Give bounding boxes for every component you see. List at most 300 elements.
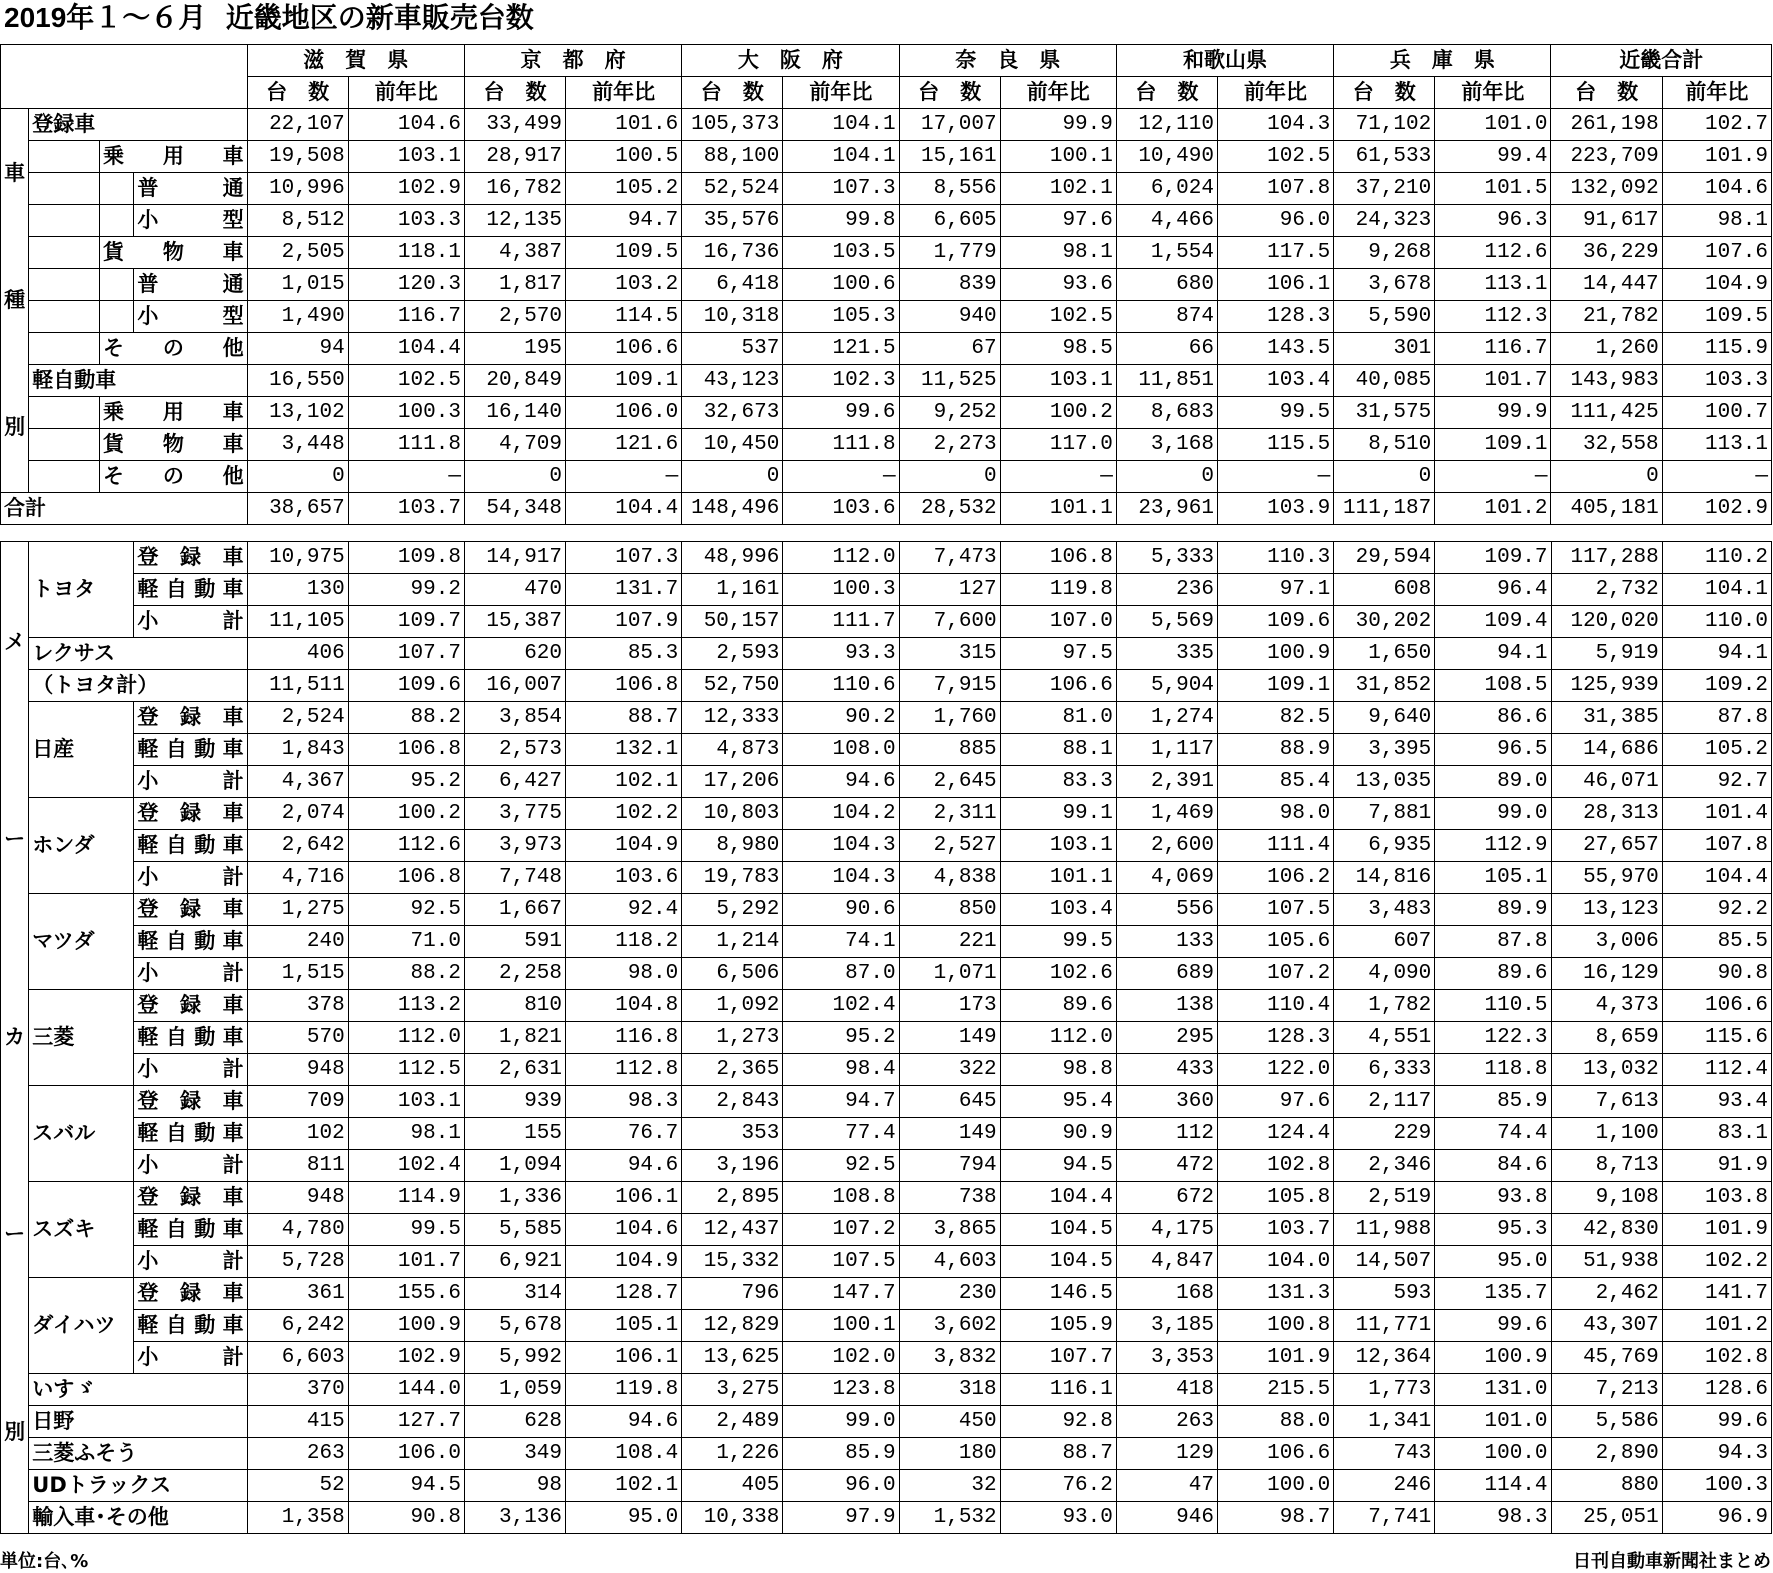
cell-ratio: 103.3 <box>1662 365 1771 397</box>
row-sublabel: 登 録 車 <box>134 894 247 926</box>
cell-count: 3,865 <box>899 1214 1000 1246</box>
cell-ratio: 103.7 <box>348 493 464 525</box>
cell-ratio: 94.1 <box>1662 638 1771 670</box>
cell-count: 3,602 <box>899 1310 1000 1342</box>
cell-ratio: 99.6 <box>1662 1406 1771 1438</box>
cell-ratio: 115.5 <box>1217 429 1333 461</box>
header-prefecture: 滋 賀 県 <box>247 45 464 77</box>
cell-ratio: 107.0 <box>1000 606 1116 638</box>
indent-cell <box>100 269 134 301</box>
cell-count: 32 <box>899 1470 1000 1502</box>
cell-count: 17,206 <box>682 766 783 798</box>
cell-ratio: 106.1 <box>566 1342 682 1374</box>
cell-ratio: 106.0 <box>348 1438 464 1470</box>
cell-count: 405 <box>682 1470 783 1502</box>
cell-count: 5,919 <box>1551 638 1662 670</box>
cell-count: 3,854 <box>464 702 565 734</box>
cell-ratio: 106.8 <box>1000 542 1116 574</box>
cell-ratio: 109.5 <box>1662 301 1771 333</box>
cell-count: 608 <box>1334 574 1435 606</box>
cell-ratio: 123.8 <box>783 1374 899 1406</box>
source-note: 日刊自動車新聞社まとめ <box>1573 1551 1771 1572</box>
cell-count: 10,996 <box>247 173 348 205</box>
cell-ratio: 100.9 <box>348 1310 464 1342</box>
cell-count: 1,469 <box>1116 798 1217 830</box>
cell-ratio: 112.8 <box>566 1054 682 1086</box>
row-label: 小 型 <box>134 301 247 333</box>
cell-count: 1,821 <box>464 1022 565 1054</box>
cell-ratio: ― <box>348 461 464 493</box>
cell-ratio: 98.1 <box>348 1118 464 1150</box>
cell-ratio: 103.5 <box>783 237 899 269</box>
cell-ratio: 112.0 <box>783 542 899 574</box>
row-sublabel: 軽自動車 <box>134 830 247 862</box>
cell-ratio: 113.1 <box>1435 269 1551 301</box>
cell-count: 112 <box>1116 1118 1217 1150</box>
cell-count: 10,803 <box>682 798 783 830</box>
indent-cell <box>29 397 100 429</box>
cell-count: 0 <box>1551 461 1662 493</box>
cell-ratio: 107.5 <box>783 1246 899 1278</box>
indent-cell <box>29 173 100 205</box>
row-label: そ の 他 <box>100 461 248 493</box>
cell-ratio: 104.9 <box>566 1246 682 1278</box>
table-row <box>1 1502 1772 1534</box>
table-row <box>1 830 1772 862</box>
cell-ratio: 100.3 <box>783 574 899 606</box>
cell-count: 3,168 <box>1116 429 1217 461</box>
cell-count: 16,782 <box>464 173 565 205</box>
cell-count: 4,847 <box>1116 1246 1217 1278</box>
cell-ratio: 111.8 <box>783 429 899 461</box>
cell-count: 24,323 <box>1334 205 1435 237</box>
cell-count: 880 <box>1551 1470 1662 1502</box>
table-row <box>1 1086 1772 1118</box>
cell-count: 40,085 <box>1334 365 1435 397</box>
cell-ratio: 109.7 <box>348 606 464 638</box>
maker-name: マツダ <box>29 894 134 990</box>
cell-count: 556 <box>1116 894 1217 926</box>
cell-ratio: 98.0 <box>566 958 682 990</box>
cell-ratio: 93.3 <box>783 638 899 670</box>
cell-ratio: 107.2 <box>1217 958 1333 990</box>
cell-count: 102 <box>247 1118 348 1150</box>
cell-ratio: 89.0 <box>1435 766 1551 798</box>
cell-ratio: 102.8 <box>1217 1150 1333 1182</box>
cell-count: 5,586 <box>1551 1406 1662 1438</box>
cell-ratio: 107.8 <box>1662 830 1771 862</box>
cell-count: 19,508 <box>247 141 348 173</box>
cell-ratio: 101.0 <box>1435 109 1551 141</box>
cell-count: 472 <box>1116 1150 1217 1182</box>
cell-count: 8,512 <box>247 205 348 237</box>
table-row <box>1 109 1772 141</box>
cell-count: 111,425 <box>1551 397 1662 429</box>
row-sublabel: 登 録 車 <box>134 1182 247 1214</box>
cell-ratio: 107.9 <box>566 606 682 638</box>
cell-count: 12,364 <box>1334 1342 1435 1374</box>
cell-ratio: 76.2 <box>1000 1470 1116 1502</box>
cell-ratio: 93.4 <box>1662 1086 1771 1118</box>
cell-ratio: 107.3 <box>783 173 899 205</box>
cell-ratio: 102.3 <box>783 365 899 397</box>
cell-ratio: 94.5 <box>348 1470 464 1502</box>
cell-ratio: 112.4 <box>1662 1054 1771 1086</box>
cell-ratio: 102.1 <box>1000 173 1116 205</box>
cell-ratio: 106.1 <box>566 1182 682 1214</box>
maker-name: 三菱 <box>29 990 134 1086</box>
cell-count: 433 <box>1116 1054 1217 1086</box>
table-row <box>1 1310 1772 1342</box>
cell-count: 2,519 <box>1334 1182 1435 1214</box>
cell-ratio: 100.9 <box>1217 638 1333 670</box>
cell-ratio: 87.0 <box>783 958 899 990</box>
cell-ratio: 71.0 <box>348 926 464 958</box>
cell-ratio: 99.9 <box>1000 109 1116 141</box>
cell-count: 1,667 <box>464 894 565 926</box>
cell-ratio: 131.7 <box>566 574 682 606</box>
cell-count: 0 <box>1334 461 1435 493</box>
cell-count: 2,732 <box>1551 574 1662 606</box>
header-prefecture: 和歌山県 <box>1116 45 1333 77</box>
cell-ratio: 100.8 <box>1217 1310 1333 1342</box>
cell-count: 9,108 <box>1551 1182 1662 1214</box>
cell-ratio: 100.3 <box>348 397 464 429</box>
cell-count: 948 <box>247 1182 348 1214</box>
header-count: 台 数 <box>682 77 783 109</box>
cell-count: 2,645 <box>899 766 1000 798</box>
cell-ratio: 99.6 <box>1435 1310 1551 1342</box>
cell-ratio: 102.4 <box>348 1150 464 1182</box>
table-row <box>1 862 1772 894</box>
cell-count: 361 <box>247 1278 348 1310</box>
cell-count: 4,175 <box>1116 1214 1217 1246</box>
cell-ratio: 112.0 <box>1000 1022 1116 1054</box>
cell-count: 6,242 <box>247 1310 348 1342</box>
cell-ratio: 104.1 <box>783 109 899 141</box>
cell-ratio: 96.9 <box>1662 1502 1771 1534</box>
cell-ratio: 106.6 <box>566 333 682 365</box>
header-count: 台 数 <box>1334 77 1435 109</box>
cell-ratio: 94.1 <box>1435 638 1551 670</box>
cell-count: 0 <box>464 461 565 493</box>
cell-ratio: 112.0 <box>348 1022 464 1054</box>
cell-count: 21,782 <box>1551 301 1662 333</box>
cell-ratio: 104.3 <box>783 862 899 894</box>
maker-name: レクサス <box>29 638 247 670</box>
cell-count: 12,829 <box>682 1310 783 1342</box>
cell-ratio: 84.6 <box>1435 1150 1551 1182</box>
cell-ratio: 98.3 <box>566 1086 682 1118</box>
cell-ratio: 98.1 <box>1662 205 1771 237</box>
row-label: そ の 他 <box>100 333 248 365</box>
cell-count: 2,895 <box>682 1182 783 1214</box>
row-sublabel: 小 計 <box>134 1342 247 1374</box>
row-sublabel: 登 録 車 <box>134 542 247 574</box>
cell-ratio: 100.2 <box>1000 397 1116 429</box>
row-sublabel: 小 計 <box>134 1054 247 1086</box>
cell-count: 130 <box>247 574 348 606</box>
cell-count: 223,709 <box>1551 141 1662 173</box>
table-row <box>1 429 1772 461</box>
cell-ratio: 102.2 <box>1662 1246 1771 1278</box>
cell-count: 680 <box>1116 269 1217 301</box>
table-row <box>1 702 1772 734</box>
cell-count: 1,275 <box>247 894 348 926</box>
cell-ratio: 101.4 <box>1662 798 1771 830</box>
cell-count: 54,348 <box>464 493 565 525</box>
cell-count: 1,273 <box>682 1022 783 1054</box>
cell-count: 0 <box>899 461 1000 493</box>
cell-ratio: 83.1 <box>1662 1118 1771 1150</box>
cell-count: 8,980 <box>682 830 783 862</box>
header-row-prefectures <box>1 45 1772 77</box>
indent-cell <box>100 205 134 237</box>
cell-ratio: 83.3 <box>1000 766 1116 798</box>
cell-count: 11,105 <box>247 606 348 638</box>
cell-ratio: 92.5 <box>783 1150 899 1182</box>
cell-ratio: 85.4 <box>1217 766 1333 798</box>
cell-ratio: 102.5 <box>348 365 464 397</box>
header-prefecture: 京 都 府 <box>464 45 681 77</box>
cell-ratio: 104.4 <box>348 333 464 365</box>
cell-count: 874 <box>1116 301 1217 333</box>
cell-count: 3,353 <box>1116 1342 1217 1374</box>
cell-count: 16,550 <box>247 365 348 397</box>
cell-ratio: 109.5 <box>566 237 682 269</box>
cell-count: 689 <box>1116 958 1217 990</box>
row-label: 貨 物 車 <box>100 429 248 461</box>
cell-count: 1,779 <box>899 237 1000 269</box>
cell-count: 318 <box>899 1374 1000 1406</box>
cell-ratio: 101.5 <box>1435 173 1551 205</box>
cell-count: 645 <box>899 1086 1000 1118</box>
cell-count: 11,851 <box>1116 365 1217 397</box>
table-row <box>1 493 1772 525</box>
cell-ratio: 103.8 <box>1662 1182 1771 1214</box>
cell-ratio: 111.8 <box>348 429 464 461</box>
cell-ratio: 111.7 <box>783 606 899 638</box>
cell-ratio: 101.9 <box>1662 1214 1771 1246</box>
cell-count: 32,673 <box>682 397 783 429</box>
row-sublabel: 小 計 <box>134 1150 247 1182</box>
cell-ratio: 110.0 <box>1662 606 1771 638</box>
cell-ratio: 110.2 <box>1662 542 1771 574</box>
table-row <box>1 141 1772 173</box>
cell-count: 672 <box>1116 1182 1217 1214</box>
cell-count: 230 <box>899 1278 1000 1310</box>
cell-ratio: 105.1 <box>1435 862 1551 894</box>
maker-name: UDトラックス <box>29 1470 247 1502</box>
cell-ratio: 95.2 <box>348 766 464 798</box>
cell-ratio: 94.5 <box>1000 1150 1116 1182</box>
cell-ratio: 94.6 <box>783 766 899 798</box>
maker-name: スズキ <box>29 1182 134 1278</box>
cell-count: 20,849 <box>464 365 565 397</box>
cell-count: 5,569 <box>1116 606 1217 638</box>
cell-count: 8,683 <box>1116 397 1217 429</box>
cell-count: 2,631 <box>464 1054 565 1086</box>
cell-count: 1,059 <box>464 1374 565 1406</box>
table-row <box>1 638 1772 670</box>
cell-count: 5,728 <box>247 1246 348 1278</box>
cell-ratio: 103.3 <box>348 205 464 237</box>
header-prefecture: 大 阪 府 <box>682 45 899 77</box>
cell-count: 13,625 <box>682 1342 783 1374</box>
cell-count: 628 <box>464 1406 565 1438</box>
cell-count: 52,524 <box>682 173 783 205</box>
cell-count: 7,473 <box>899 542 1000 574</box>
cell-count: 2,365 <box>682 1054 783 1086</box>
cell-count: 10,490 <box>1116 141 1217 173</box>
cell-count: 25,051 <box>1551 1502 1662 1534</box>
cell-count: 47 <box>1116 1470 1217 1502</box>
cell-ratio: 119.8 <box>566 1374 682 1406</box>
cell-count: 2,391 <box>1116 766 1217 798</box>
table-row <box>1 990 1772 1022</box>
indent-cell <box>100 173 134 205</box>
cell-ratio: 104.0 <box>1217 1246 1333 1278</box>
cell-ratio: 103.1 <box>1000 365 1116 397</box>
cell-ratio: 100.3 <box>1662 1470 1771 1502</box>
cell-ratio: 121.5 <box>783 333 899 365</box>
table-row <box>1 1022 1772 1054</box>
cell-ratio: 101.7 <box>348 1246 464 1278</box>
cell-count: 14,917 <box>464 542 565 574</box>
cell-ratio: 99.6 <box>783 397 899 429</box>
cell-ratio: 101.7 <box>1435 365 1551 397</box>
cell-count: 1,490 <box>247 301 348 333</box>
cell-count: 1,071 <box>899 958 1000 990</box>
cell-count: 30,202 <box>1334 606 1435 638</box>
cell-count: 6,418 <box>682 269 783 301</box>
cell-count: 607 <box>1334 926 1435 958</box>
cell-count: 948 <box>247 1054 348 1086</box>
cell-count: 149 <box>899 1118 1000 1150</box>
cell-ratio: 131.3 <box>1217 1278 1333 1310</box>
cell-count: 5,585 <box>464 1214 565 1246</box>
unit-note: 単位:台､% <box>0 1551 89 1572</box>
cell-count: 4,466 <box>1116 205 1217 237</box>
cell-count: 91,617 <box>1551 205 1662 237</box>
cell-count: 418 <box>1116 1374 1217 1406</box>
cell-ratio: 104.5 <box>1000 1246 1116 1278</box>
section-label-char: 別 <box>4 1420 26 1445</box>
cell-ratio: 98.3 <box>1435 1502 1551 1534</box>
cell-ratio: 103.1 <box>1000 830 1116 862</box>
cell-ratio: 96.5 <box>1435 734 1551 766</box>
cell-ratio: 102.1 <box>566 1470 682 1502</box>
cell-ratio: 109.6 <box>348 670 464 702</box>
cell-count: 1,760 <box>899 702 1000 734</box>
cell-count: 6,603 <box>247 1342 348 1374</box>
cell-ratio: 94.7 <box>783 1086 899 1118</box>
cell-ratio: 85.9 <box>1435 1086 1551 1118</box>
cell-ratio: 143.5 <box>1217 333 1333 365</box>
cell-count: 43,307 <box>1551 1310 1662 1342</box>
cell-ratio: 106.6 <box>1000 670 1116 702</box>
cell-ratio: 95.0 <box>1435 1246 1551 1278</box>
cell-count: 2,843 <box>682 1086 783 1118</box>
cell-count: 263 <box>1116 1406 1217 1438</box>
cell-count: 37,210 <box>1334 173 1435 205</box>
cell-ratio: 108.0 <box>783 734 899 766</box>
cell-ratio: 215.5 <box>1217 1374 1333 1406</box>
cell-count: 7,748 <box>464 862 565 894</box>
cell-count: 4,780 <box>247 1214 348 1246</box>
cell-ratio: 103.2 <box>566 269 682 301</box>
table-row <box>1 1438 1772 1470</box>
cell-ratio: 94.7 <box>566 205 682 237</box>
cell-ratio: 74.1 <box>783 926 899 958</box>
cell-count: 127 <box>899 574 1000 606</box>
cell-count: 1,226 <box>682 1438 783 1470</box>
cell-ratio: 100.7 <box>1662 397 1771 429</box>
table-row <box>1 926 1772 958</box>
cell-count: 1,274 <box>1116 702 1217 734</box>
cell-ratio: 107.8 <box>1217 173 1333 205</box>
cell-ratio: 104.1 <box>783 141 899 173</box>
cell-ratio: 103.4 <box>1000 894 1116 926</box>
cell-ratio: 116.8 <box>566 1022 682 1054</box>
cell-count: 2,570 <box>464 301 565 333</box>
table-row <box>1 1214 1772 1246</box>
cell-ratio: 99.5 <box>348 1214 464 1246</box>
cell-count: 7,741 <box>1334 1502 1435 1534</box>
cell-count: 12,333 <box>682 702 783 734</box>
cell-count: 620 <box>464 638 565 670</box>
cell-ratio: 98.0 <box>1217 798 1333 830</box>
cell-ratio: 102.6 <box>1000 958 1116 990</box>
cell-count: 28,917 <box>464 141 565 173</box>
cell-ratio: 98.4 <box>783 1054 899 1086</box>
cell-ratio: 88.7 <box>566 702 682 734</box>
cell-count: 173 <box>899 990 1000 1022</box>
cell-count: 15,332 <box>682 1246 783 1278</box>
row-label: 登録車 <box>29 109 247 141</box>
cell-count: 3,196 <box>682 1150 783 1182</box>
cell-count: 3,678 <box>1334 269 1435 301</box>
cell-ratio: 92.2 <box>1662 894 1771 926</box>
cell-count: 9,640 <box>1334 702 1435 734</box>
header-count: 台 数 <box>899 77 1000 109</box>
cell-count: 4,551 <box>1334 1022 1435 1054</box>
cell-ratio: 146.5 <box>1000 1278 1116 1310</box>
cell-ratio: 102.9 <box>1662 493 1771 525</box>
section-label-chars <box>1 111 28 491</box>
cell-ratio: 104.9 <box>1662 269 1771 301</box>
cell-count: 221 <box>899 926 1000 958</box>
cell-count: 2,117 <box>1334 1086 1435 1118</box>
cell-ratio: 100.2 <box>348 798 464 830</box>
cell-count: 1,515 <box>247 958 348 990</box>
cell-count: 450 <box>899 1406 1000 1438</box>
cell-ratio: 121.6 <box>566 429 682 461</box>
cell-ratio: 105.9 <box>1000 1310 1116 1342</box>
cell-ratio: 105.2 <box>566 173 682 205</box>
cell-count: 129 <box>1116 1438 1217 1470</box>
cell-count: 48,996 <box>682 542 783 574</box>
cell-count: 2,890 <box>1551 1438 1662 1470</box>
cell-count: 42,830 <box>1551 1214 1662 1246</box>
header-prefecture: 奈 良 県 <box>899 45 1116 77</box>
cell-ratio: 88.0 <box>1217 1406 1333 1438</box>
table-row <box>1 269 1772 301</box>
cell-count: 709 <box>247 1086 348 1118</box>
cell-count: 1,782 <box>1334 990 1435 1022</box>
row-sublabel: 小 計 <box>134 606 247 638</box>
cell-ratio: 112.6 <box>1435 237 1551 269</box>
